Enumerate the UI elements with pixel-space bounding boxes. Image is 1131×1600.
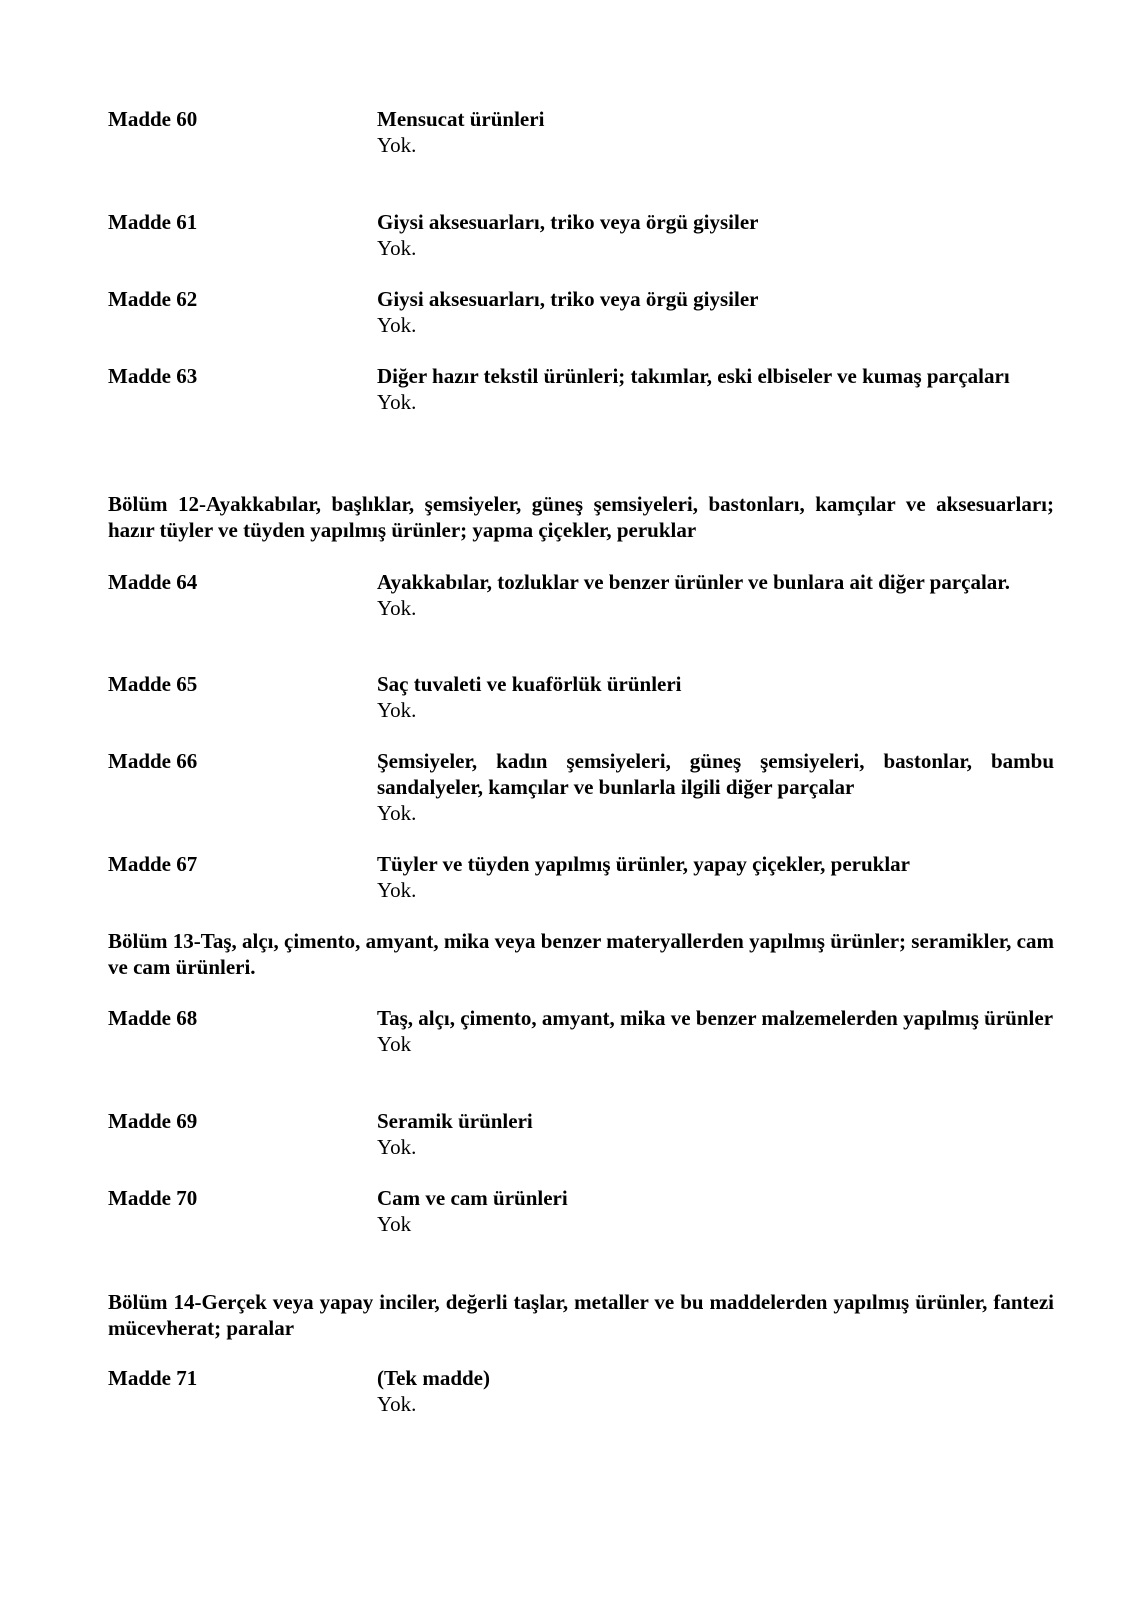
article-number: Madde 65 [108,672,198,696]
article-value: Yok. [377,698,417,722]
article-body [377,106,1054,158]
article-body [377,1365,1054,1417]
section-13-heading: Bölüm 13-Taş, alçı, çimento, amyant, mika veya benzer materyallerden yapılmış ürünler; seramikler, cam ve cam ürünleri. [108,929,1054,979]
article-title: Seramik ürünleri [377,1109,533,1133]
article-body [377,1005,1054,1057]
article-number: Madde 63 [108,364,198,388]
article-title: Tüyler ve tüyden yapılmış ürünler, yapay çiçekler, peruklar [377,852,910,876]
article-title: Mensucat ürünleri [377,107,545,131]
article-title: (Tek madde) [377,1366,490,1390]
article-title: Şemsiyeler, kadın şemsiyeleri, güneş şemsiyeleri, bastonlar, bambu sandalyeler, kamçılar ve bunlarla ilgili diğer parçalar [377,749,1054,799]
section-14-heading: Bölüm 14-Gerçek veya yapay inciler, değerli taşlar, metaller ve bu maddelerden yapılmış ürünler, fantezi mücevherat; paralar [108,1290,1054,1340]
article-number: Madde 66 [108,749,198,773]
article-title: Saç tuvaleti ve kuaförlük ürünleri [377,672,682,696]
article-value: Yok. [377,313,417,337]
article-title: Diğer hazır tekstil ürünleri; takımlar, eski elbiseler ve kumaş parçaları [377,364,1010,388]
article-title: Giysi aksesuarları, triko veya örgü giysiler [377,210,759,234]
article-value: Yok [377,1212,412,1236]
article-body [377,363,1054,415]
article-number: Madde 67 [108,852,198,876]
article-title: Ayakkabılar, tozluklar ve benzer ürünler ve bunlara ait diğer parçalar. [377,570,1010,594]
article-number: Madde 71 [108,1366,198,1390]
article-value: Yok. [377,133,417,157]
article-value: Yok. [377,801,417,825]
article-number: Madde 70 [108,1186,198,1210]
article-value: Yok. [377,1392,417,1416]
article-body [377,569,1054,621]
article-number: Madde 68 [108,1006,198,1030]
article-value: Yok. [377,390,417,414]
article-body [377,1108,1054,1160]
article-value: Yok. [377,596,417,620]
article-body [377,209,1054,261]
article-number: Madde 61 [108,210,198,234]
article-value: Yok. [377,236,417,260]
article-body [377,748,1054,826]
article-body [377,671,1054,723]
article-body [377,286,1054,338]
article-number: Madde 62 [108,287,198,311]
article-title: Cam ve cam ürünleri [377,1186,568,1210]
article-number: Madde 60 [108,107,198,131]
section-12-heading: Bölüm 12-Ayakkabılar, başlıklar, şemsiyeler, güneş şemsiyeleri, bastonları, kamçılar ve aksesuarları; hazır tüyler ve tüyden yapılmış ürünler; yapma çiçekler, peruklar [108,492,1054,542]
article-value: Yok. [377,1135,417,1159]
article-title: Giysi aksesuarları, triko veya örgü giysiler [377,287,759,311]
article-number: Madde 69 [108,1109,198,1133]
article-number: Madde 64 [108,570,198,594]
article-value: Yok [377,1032,412,1056]
article-title: Taş, alçı, çimento, amyant, mika ve benzer malzemelerden yapılmış ürünler [377,1006,1054,1030]
article-body [377,1185,1054,1237]
article-body [377,851,1054,903]
article-value: Yok. [377,878,417,902]
